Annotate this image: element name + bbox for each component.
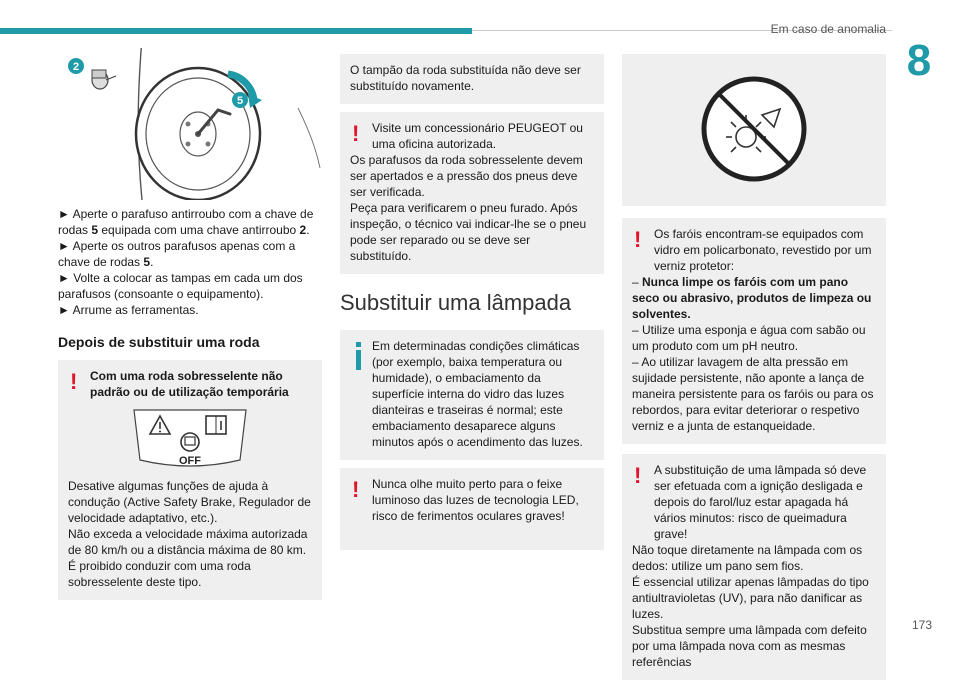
wheel-illustration [58,48,322,200]
warning-item: – Utilize uma esponja e água com sabão ou um produto com um pH neutro. [632,323,866,353]
warning-item: – Nunca limpe os faróis com um pano seco ou abrasivo, produtos de limpeza ou solventes. [632,275,872,321]
step-item: ► Aperte os outros parafusos apenas com a chave de rodas 5. [58,239,296,269]
warning-lead: Visite um concessionário PEUGEOT ou uma oficina autorizada. [372,121,583,151]
warning-icon: ! [352,121,360,146]
column-3 [622,48,886,680]
driving-aid-panel [68,406,312,470]
note-text: O tampão da roda substituída não deve ser substituído novamente. [350,63,581,93]
led-warning-figure-box [622,54,886,206]
warning-text: É essencial utilizar apenas lâmpadas do tipo antiultravioletas (UV), para não danificar as luzes. [632,575,869,621]
header-accent-bar [0,28,472,34]
warning-text: Não exceda a velocidade máxima autorizada de 80 km/h ou a distância máxima de 80 km. [68,527,308,557]
callout-2: 2 [72,61,80,73]
warning-icon: ! [352,477,360,502]
warning-lead: A substituição de uma lâmpada só deve ser efetuada com a ignição desligada e depois do farol/luz estar apagada há vários minutos: risco de queimadura grave! [654,463,867,541]
warning-text: Os parafusos da roda sobresselente devem ser apertados e a pressão dos pneus deve ser verificada. [350,153,583,199]
warning-icon: ! [634,227,642,252]
warning-text: Desative algumas funções de ajuda à condução (Active Safety Brake, Regulador de velocidade adaptativo, etc.). [68,479,311,525]
warning-box [340,468,604,550]
page-section-title: Em caso de anomalia [770,22,886,36]
warning-title: Com uma roda sobresselente não padrão ou de utilização temporária [90,369,289,399]
step-item: ► Volte a colocar as tampas em cada um dos parafusos (consoante o equipamento). [58,271,303,301]
info-text: Em determinadas condições climáticas (por exemplo, baixa temperatura ou humidade), o embaciamento da superfície interna do vidro das luzes dianteiras e traseiras é normal; este embaciamento desaparece alguns minutos após o acendimento das luzes. [372,339,583,449]
warning-icon: ! [70,369,78,394]
column-2 [340,48,604,550]
section-title: Substituir uma lâmpada [340,290,572,315]
steps-list [58,206,322,318]
column-1 [58,48,322,600]
warning-icon: ! [634,463,642,488]
subheading: Depois de substituir uma roda [58,334,260,350]
spare-wheel-figure [58,48,322,200]
info-icon [352,342,366,370]
note-box [340,54,604,104]
warning-text: Peça para verificarem o pneu furado. Após inspeção, o técnico vai indicar-lhe se o pneu pode ser reparado ou se deve ser substituído. [350,201,587,263]
panel-illustration [130,406,250,470]
warning-box [622,454,886,680]
warning-box [622,218,886,444]
warning-box [58,360,322,600]
warning-lead: Nunca olhe muito perto para o feixe luminoso das luzes de tecnologia LED, risco de ferimentos oculares graves! [372,477,579,523]
chapter-number: 8 [906,36,932,85]
page-number: 173 [911,618,932,632]
warning-text: É proibido conduzir com uma roda sobresselente deste tipo. [68,559,251,589]
info-box [340,330,604,460]
warning-text: Não toque diretamente na lâmpada com os dedos: utilize um pano sem fios. [632,543,863,573]
off-label: OFF [179,455,201,467]
step-item: ► Arrume as ferramentas. [58,303,199,317]
step-item: ► Aperte o parafuso antirroubo com a chave de rodas 5 equipada com uma chave antirroubo 2. [58,207,314,237]
no-look-led-icon [694,69,814,189]
warning-lead: Os faróis encontram-se equipados com vidro em policarbonato, revestido por um verniz protetor: [654,227,872,273]
callout-5: 5 [236,95,244,107]
warning-item: – Ao utilizar lavagem de alta pressão em sujidade persistente, não aponte a lança de maneira persistente para os faróis ou para os rebordos, para evitar deteriorar o respetivo verniz e a junta de estanqueidade. [632,355,874,433]
warning-text: Substitua sempre uma lâmpada com defeito por uma lâmpada nova com as mesmas referências [632,623,867,669]
warning-box [340,112,604,274]
